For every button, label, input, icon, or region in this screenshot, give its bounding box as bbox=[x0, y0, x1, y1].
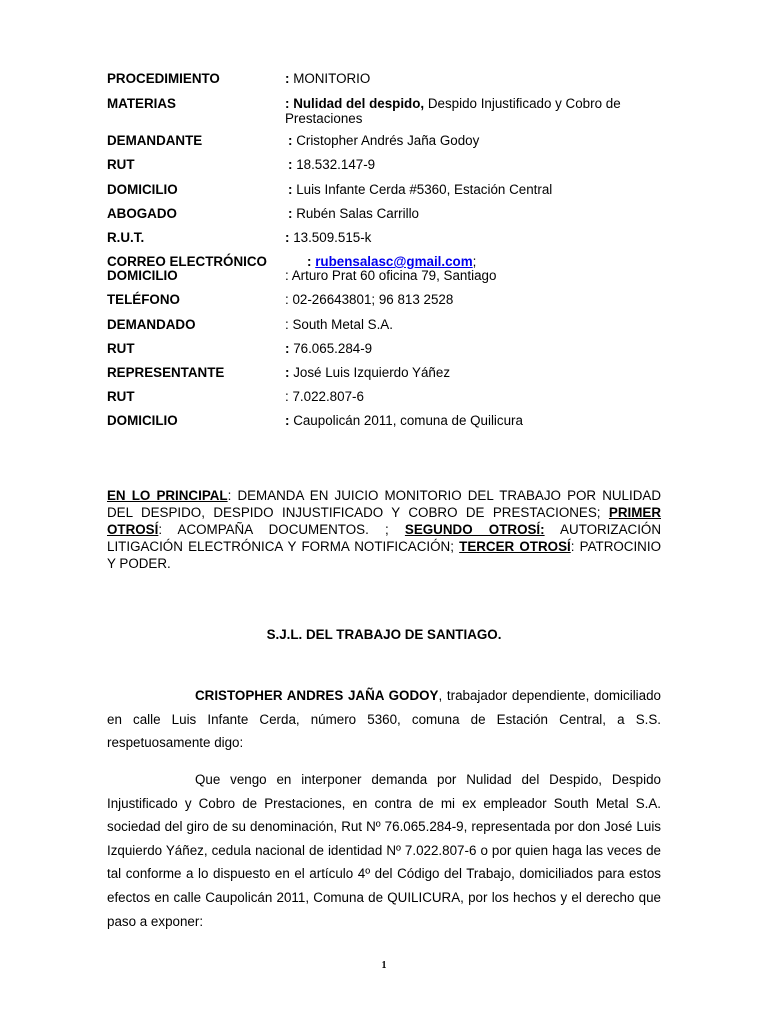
value-rut-demandante: 18.532.147-9 bbox=[292, 157, 376, 172]
sep: : bbox=[285, 230, 290, 245]
value-materias-line2: Prestaciones bbox=[285, 111, 363, 126]
email-after: ; bbox=[472, 254, 477, 269]
value-domicilio-demandado: Caupolicán 2011, comuna de Quilicura bbox=[289, 413, 523, 428]
value-domicilio-abogado: Arturo Prat 60 oficina 79, Santiago bbox=[288, 268, 497, 283]
principal-label: EN LO PRINCIPAL bbox=[107, 488, 228, 503]
sep: : bbox=[285, 365, 290, 380]
sep: : bbox=[288, 133, 293, 148]
label-rut-representante: RUT bbox=[107, 389, 135, 404]
label-demandante: DEMANDANTE bbox=[107, 133, 203, 148]
tercer-otrosi-label: TERCER OTROSÍ bbox=[459, 539, 571, 554]
court-heading: S.J.L. DEL TRABAJO DE SANTIAGO. bbox=[266, 627, 502, 642]
value-rut-demandado: 76.065.284-9 bbox=[289, 341, 373, 356]
sep: : bbox=[285, 389, 289, 404]
label-demandado: DEMANDADO bbox=[107, 317, 196, 332]
paragraph-demand bbox=[107, 768, 661, 933]
segundo-otrosi-text: AUTORIZACIÓN LITIGACIÓN ELECTRÓNICA Y FORMA NOTIFICACIÓN; bbox=[107, 522, 661, 554]
value-domicilio-demandante: Luis Infante Cerda #5360, Estación Central bbox=[292, 182, 553, 197]
paragraph-demand-text: Que vengo en interponer demanda por Nulidad del Despido, Despido Injustificado y Cobro de Prestaciones, en contra de mi ex empleador South Metal S.A. sociedad del giro de su denominación, Rut Nº 76.065.284-9, representada por don José Luis Izquierdo Yáñez, cedula nacional de identidad Nº 7.022.807-6 o por quien haga las veces de tal conforme a lo dispuesto en el artículo 4º del Código del Trabajo, domiciliados para estos efectos en calle Caupolicán 2011, Comuna de QUILICURA, por los hechos y el derecho que paso a exponer: bbox=[107, 772, 661, 929]
label-procedimiento: PROCEDIMIENTO bbox=[107, 71, 220, 86]
label-domicilio-abogado: DOMICILIO bbox=[107, 268, 178, 283]
principal-text: : DEMANDA EN JUICIO MONITORIO DEL TRABAJO POR NULIDAD DEL DESPIDO, DESPIDO INJUSTIFICADO Y COBRO DE PRESTACIONES; bbox=[107, 488, 661, 520]
label-rut: RUT bbox=[107, 157, 135, 172]
label-rut-abogado: R.U.T. bbox=[107, 230, 145, 245]
label-representante: REPRESENTANTE bbox=[107, 365, 225, 380]
sep: : bbox=[285, 317, 289, 332]
label-materias: MATERIAS bbox=[107, 96, 176, 111]
value-representante: José Luis Izquierdo Yáñez bbox=[289, 365, 451, 380]
value-abogado: Rubén Salas Carrillo bbox=[292, 206, 419, 221]
sep: : bbox=[307, 254, 312, 269]
value-materias: Despido Injustificado y Cobro de bbox=[424, 96, 621, 111]
sep: : bbox=[285, 413, 290, 428]
sep: : bbox=[288, 206, 293, 221]
value-demandante: Cristopher Andrés Jaña Godoy bbox=[292, 133, 480, 148]
summary-block bbox=[107, 487, 661, 572]
tercer-otrosi-text: : PATROCINIO Y PODER. bbox=[107, 539, 661, 571]
primer-otrosi-label: PRIMER OTROSÍ bbox=[107, 505, 661, 537]
email-link[interactable]: rubensalasc@gmail.com bbox=[315, 254, 473, 269]
label-domicilio-demandado: DOMICILIO bbox=[107, 413, 178, 428]
label-correo: CORREO ELECTRÓNICO bbox=[107, 254, 267, 269]
sep: : bbox=[285, 268, 289, 283]
value-demandado: South Metal S.A. bbox=[288, 317, 393, 332]
label-telefono: TELÉFONO bbox=[107, 292, 180, 307]
sep: : bbox=[285, 96, 290, 111]
sep: : bbox=[285, 341, 290, 356]
paragraph-intro-text: , trabajador dependiente, domiciliado en calle Luis Infante Cerda, número 5360, comuna de Estación Central, a S.S. respetuosamente digo: bbox=[107, 688, 661, 751]
primer-otrosi-text: : ACOMPAÑA DOCUMENTOS. ; bbox=[158, 522, 405, 537]
sep: : bbox=[288, 157, 293, 172]
value-rut-representante: 7.022.807-6 bbox=[288, 389, 364, 404]
value-rut-abogado: 13.509.515-k bbox=[289, 230, 372, 245]
segundo-otrosi-label: SEGUNDO OTROSÍ: bbox=[404, 522, 545, 537]
value-procedimiento: MONITORIO bbox=[289, 71, 371, 86]
sep: : bbox=[288, 182, 293, 197]
paragraph-intro bbox=[107, 684, 661, 755]
page-number: 1 bbox=[381, 960, 387, 971]
label-rut-demandado: RUT bbox=[107, 341, 135, 356]
label-abogado: ABOGADO bbox=[107, 206, 177, 221]
label-domicilio: DOMICILIO bbox=[107, 182, 178, 197]
value-telefono: 02-26643801; 96 813 2528 bbox=[288, 292, 454, 307]
sep: : bbox=[285, 71, 290, 86]
value-materias-bold: Nulidad del despido, bbox=[289, 96, 425, 111]
plaintiff-name: CRISTOPHER ANDRES JAÑA GODOY bbox=[195, 688, 439, 703]
sep: : bbox=[285, 292, 289, 307]
